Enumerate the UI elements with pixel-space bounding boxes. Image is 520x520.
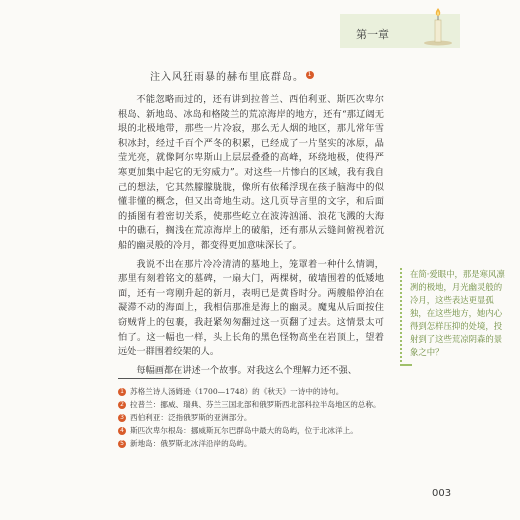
footnote-item [118, 425, 388, 437]
body-paragraph: 我说不出在那片冷冷清清的墓地上，笼罩着一种什么情调，那里有刻着铭文的墓碑，一扇大门，两棵树，破墙围着的低矮地面，还有一弯刚升起的新月，表明已是黄昏时分。两艘船停泊在凝滞不动的海面上，我相信那准是海上的幽灵。魔鬼从后面按住窃贼背上的包裹，我赶紧匆匆翻过这一页翻了过去。这情景太可怕了。这一幅也一样，头上长角的黑色怪物高坐在岩顶上，望着远处一群围着绞架的人。 [118, 258, 384, 358]
footnote-item [118, 399, 388, 411]
footnote-text: 新地岛：俄罗斯北冰洋沿岸的岛屿。 [130, 439, 252, 448]
footnote-number: 1 [118, 388, 126, 396]
footnote-item [118, 386, 388, 398]
epigraph-text: 注入风狂雨暴的赫布里底群岛。 [150, 72, 304, 83]
sidebar-corner-mark [400, 364, 412, 366]
footnote-marker[interactable]: 1 [307, 70, 313, 78]
footnote-number: 5 [118, 440, 126, 448]
sidebar-note-text: 在简·爱眼中，那是寒风凛冽的极地，月光幽灵般的冷月，这些表达更显孤独，在这些地方，她内心得到怎样压抑的处境，投射到了这些荒凉阴森的景象之中？ [410, 269, 505, 357]
footnote-item [118, 412, 388, 424]
page-number: 003 [432, 488, 452, 499]
footnote-text: 拉普兰：挪威、瑞典、芬兰三国北部和俄罗斯西北部科拉半岛地区的总称。 [130, 400, 381, 409]
epigraph-quote [150, 68, 314, 83]
footnote-text: 苏格兰诗人汤姆逊（1700—1748）的《秋天》一诗中的诗句。 [130, 387, 344, 396]
footnote-text: 斯匹次卑尔根岛：挪威斯瓦尔巴群岛中最大的岛屿，位于北冰洋上。 [130, 426, 358, 435]
body-text [118, 93, 384, 382]
footnote-number: 2 [118, 401, 126, 409]
footnote-divider [118, 378, 190, 379]
footnote-text: 西伯利亚：泛指俄罗斯的亚洲部分。 [130, 413, 252, 422]
chapter-label: 第一章 [356, 28, 389, 41]
body-paragraph: 每幅画都在讲述一个故事。对我这么个理解力还不强、 [136, 364, 357, 376]
body-paragraph: 不能忽略而过的，还有讲到拉普兰、西伯利亚、斯匹次卑尔根岛、新地岛、冰岛和格陵兰的荒凉海岸的地方，还有“那辽阔无垠的北极地带，那些一片冷寂，那么无人烟的地区，那儿常年雪积冰封，经过千百个严冬的积累，已经成了一片坚实的冰原，晶莹光亮，就像阿尔卑斯山上层层叠叠的高峰，环绕地极，使得严寒更加集中起它的无穷威力”。对这些一片惨白的区域，我有我自己的想法，它其然朦朦胧胧，像所有依稀浮现在孩子脑海中的似懂非懂的概念，但又出奇地生动。这几页导言里的文字，和后面的插图有着密切关系，使那些屹立在波涛汹涌、浪花飞溅的大海中的礁石，搁浅在荒凉海岸上的破船，还有那从云缝间俯视着沉船的幽灵般的冷月，都变得更加意味深长了。 [118, 94, 384, 251]
footnote-number: 4 [118, 427, 126, 435]
sidebar-note [400, 268, 505, 366]
footnotes [118, 386, 388, 451]
footnote-item [118, 438, 388, 450]
footnote-number: 3 [118, 414, 126, 422]
candle-icon [420, 6, 456, 46]
